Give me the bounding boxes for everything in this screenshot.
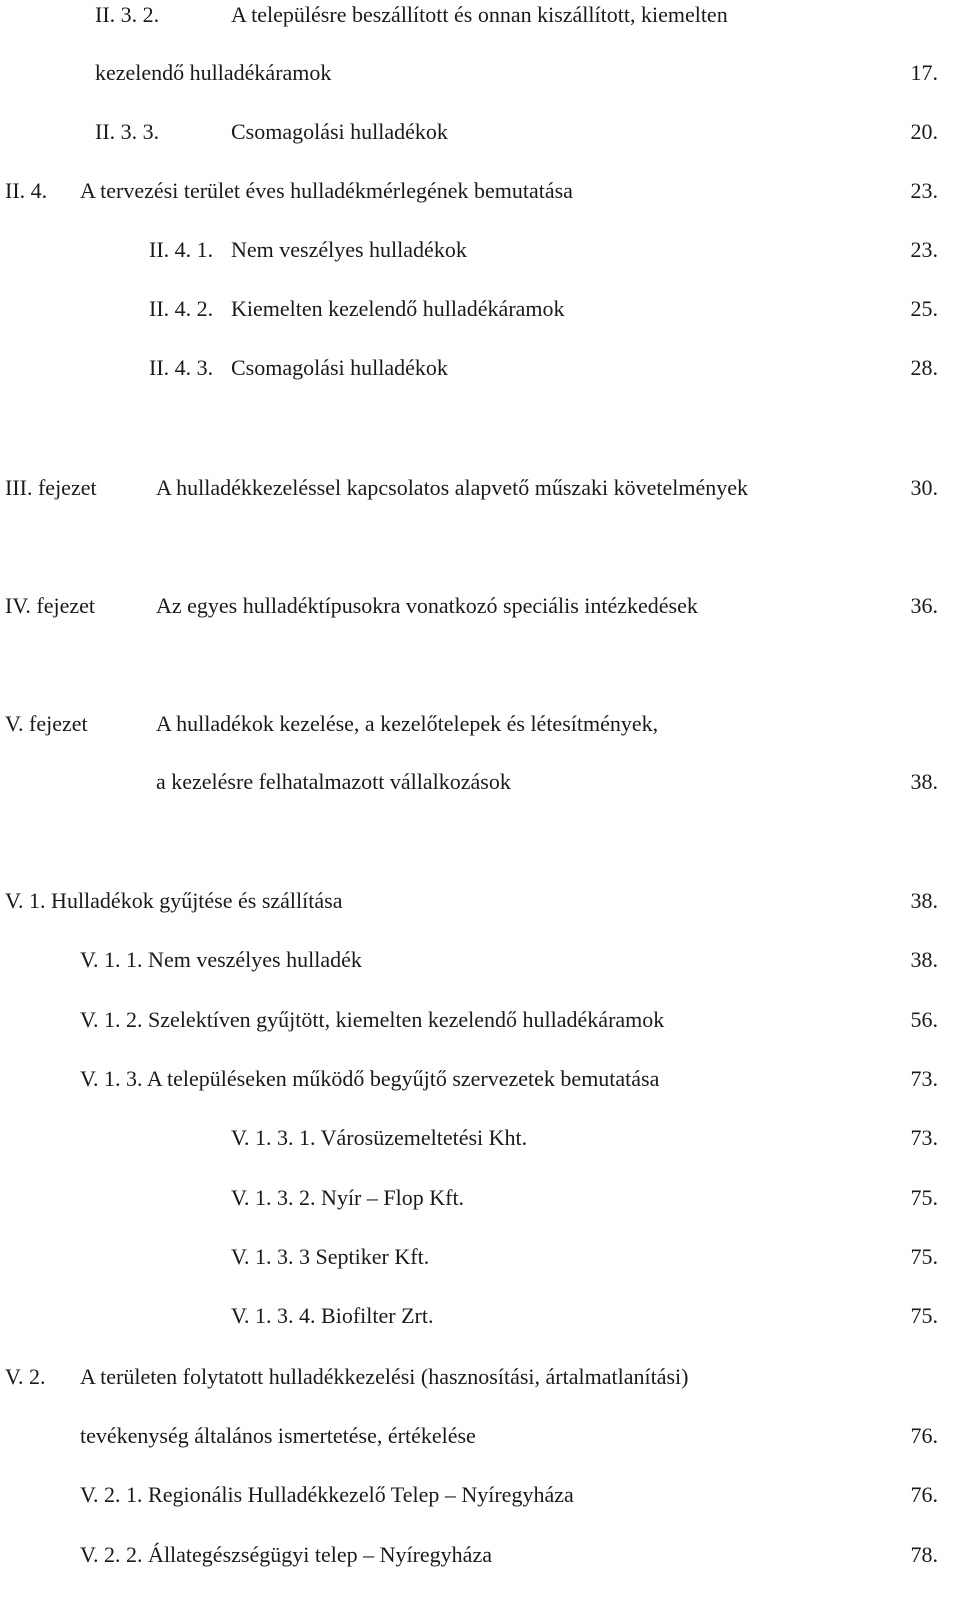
toc-entry-title: V. 1. 3. 4. Biofilter Zrt. [231,1303,434,1328]
toc-entry-title: Nem veszélyes hulladékok [231,237,467,262]
toc-entry-page: 36. [910,593,938,618]
toc-entry [0,1242,960,1272]
toc-entry-title: Csomagolási hulladékok [231,119,448,144]
toc-entry-number: II. 4. 1. [149,237,214,262]
toc-entry [0,1540,960,1570]
toc-entry-title: tevékenység általános ismertetése, értékelése [80,1423,476,1448]
toc-entry-page: 73. [910,1066,938,1091]
toc-entry [0,0,960,30]
toc-entry-number: V. fejezet [5,711,88,736]
toc-entry-page: 38. [910,947,938,972]
toc-entry [0,235,960,265]
toc-entry [0,767,960,797]
toc-entry-title: A településre beszállított és onnan kiszállított, kiemelten [231,2,728,27]
toc-entry-number: II. 4. 3. [149,355,214,380]
toc-entry-page: 23. [910,237,938,262]
toc-entry-number: II. 3. 3. [95,119,160,144]
toc-entry-title: V. 1. 1. Nem veszélyes hulladék [80,947,362,972]
toc-entry [0,1421,960,1451]
toc-entry-page: 75. [910,1185,938,1210]
toc-entry-number: V. 2. [5,1364,46,1389]
toc-entry [0,353,960,383]
toc-entry-title: V. 1. Hulladékok gyűjtése és szállítása [5,888,343,913]
toc-entry-title: V. 1. 3. 2. Nyír – Flop Kft. [231,1185,465,1210]
toc-entry-title: A területen folytatott hulladékkezelési (hasznosítási, ártalmatlanítási) [80,1364,689,1389]
toc-entry [0,1123,960,1153]
toc-entry [0,945,960,975]
toc-entry-page: 76. [910,1423,938,1448]
toc-entry-page: 23. [910,178,938,203]
toc-entry [0,886,960,916]
toc-entry-number: III. fejezet [5,475,97,500]
toc-entry [0,1005,960,1035]
toc-entry-title: V. 2. 1. Regionális Hulladékkezelő Telep – Nyíregyháza [80,1482,574,1507]
toc-entry-title: Kiemelten kezelendő hulladékáramok [231,296,565,321]
toc-entry-title: V. 1. 2. Szelektíven gyűjtött, kiemelten kezelendő hulladékáramok [80,1007,665,1032]
toc-entry-title: Az egyes hulladéktípusokra vonatkozó speciális intézkedések [156,593,698,618]
toc-entry [0,1183,960,1213]
toc-entry-number: IV. fejezet [5,593,95,618]
toc-entry [0,1064,960,1094]
toc-entry-title: A tervezési terület éves hulladékmérlegének bemutatása [80,178,573,203]
toc-entry-title: Csomagolási hulladékok [231,355,448,380]
toc-entry-number: II. 4. 2. [149,296,214,321]
toc-entry-page: 75. [910,1244,938,1269]
toc-entry-page: 73. [910,1125,938,1150]
toc-entry [0,591,960,621]
toc-entry-page: 56. [910,1007,938,1032]
toc-entry [0,176,960,206]
toc-entry [0,294,960,324]
toc-entry-page: 20. [910,119,938,144]
toc-entry-title: V. 2. 2. Állategészségügyi telep – Nyíregyháza [80,1542,492,1567]
toc-entry-page: 76. [910,1482,938,1507]
toc-entry-page: 30. [910,475,938,500]
toc-entry-title: A hulladékkezeléssel kapcsolatos alapvető műszaki követelmények [156,475,748,500]
toc-entry-number: II. 4. [5,178,48,203]
toc-entry-title: A hulladékok kezelése, a kezelőtelepek és létesítmények, [156,711,659,736]
toc-entry-title: V. 1. 3. 1. Városüzemeltetési Kht. [231,1125,528,1150]
toc-entry [0,1362,960,1392]
toc-entry-title: kezelendő hulladékáramok [95,60,332,85]
toc-entry-title: a kezelésre felhatalmazott vállalkozások [156,769,511,794]
toc-entry-page: 38. [910,888,938,913]
toc-entry-title: V. 1. 3. A településeken működő begyűjtő szervezetek bemutatása [80,1066,660,1091]
toc-entry [0,1480,960,1510]
toc-entry-page: 28. [910,355,938,380]
toc-entry [0,709,960,739]
toc-entry [0,1301,960,1331]
toc-entry [0,473,960,503]
toc-entry-page: 25. [910,296,938,321]
toc-entry-page: 75. [910,1303,938,1328]
toc-entry-title: V. 1. 3. 3 Septiker Kft. [231,1244,430,1269]
toc-entry [0,117,960,147]
toc-entry-page: 78. [910,1542,938,1567]
toc-entry [0,58,960,88]
toc-entry-page: 38. [910,769,938,794]
toc-entry-number: II. 3. 2. [95,2,160,27]
toc-entry-page: 17. [910,60,938,85]
